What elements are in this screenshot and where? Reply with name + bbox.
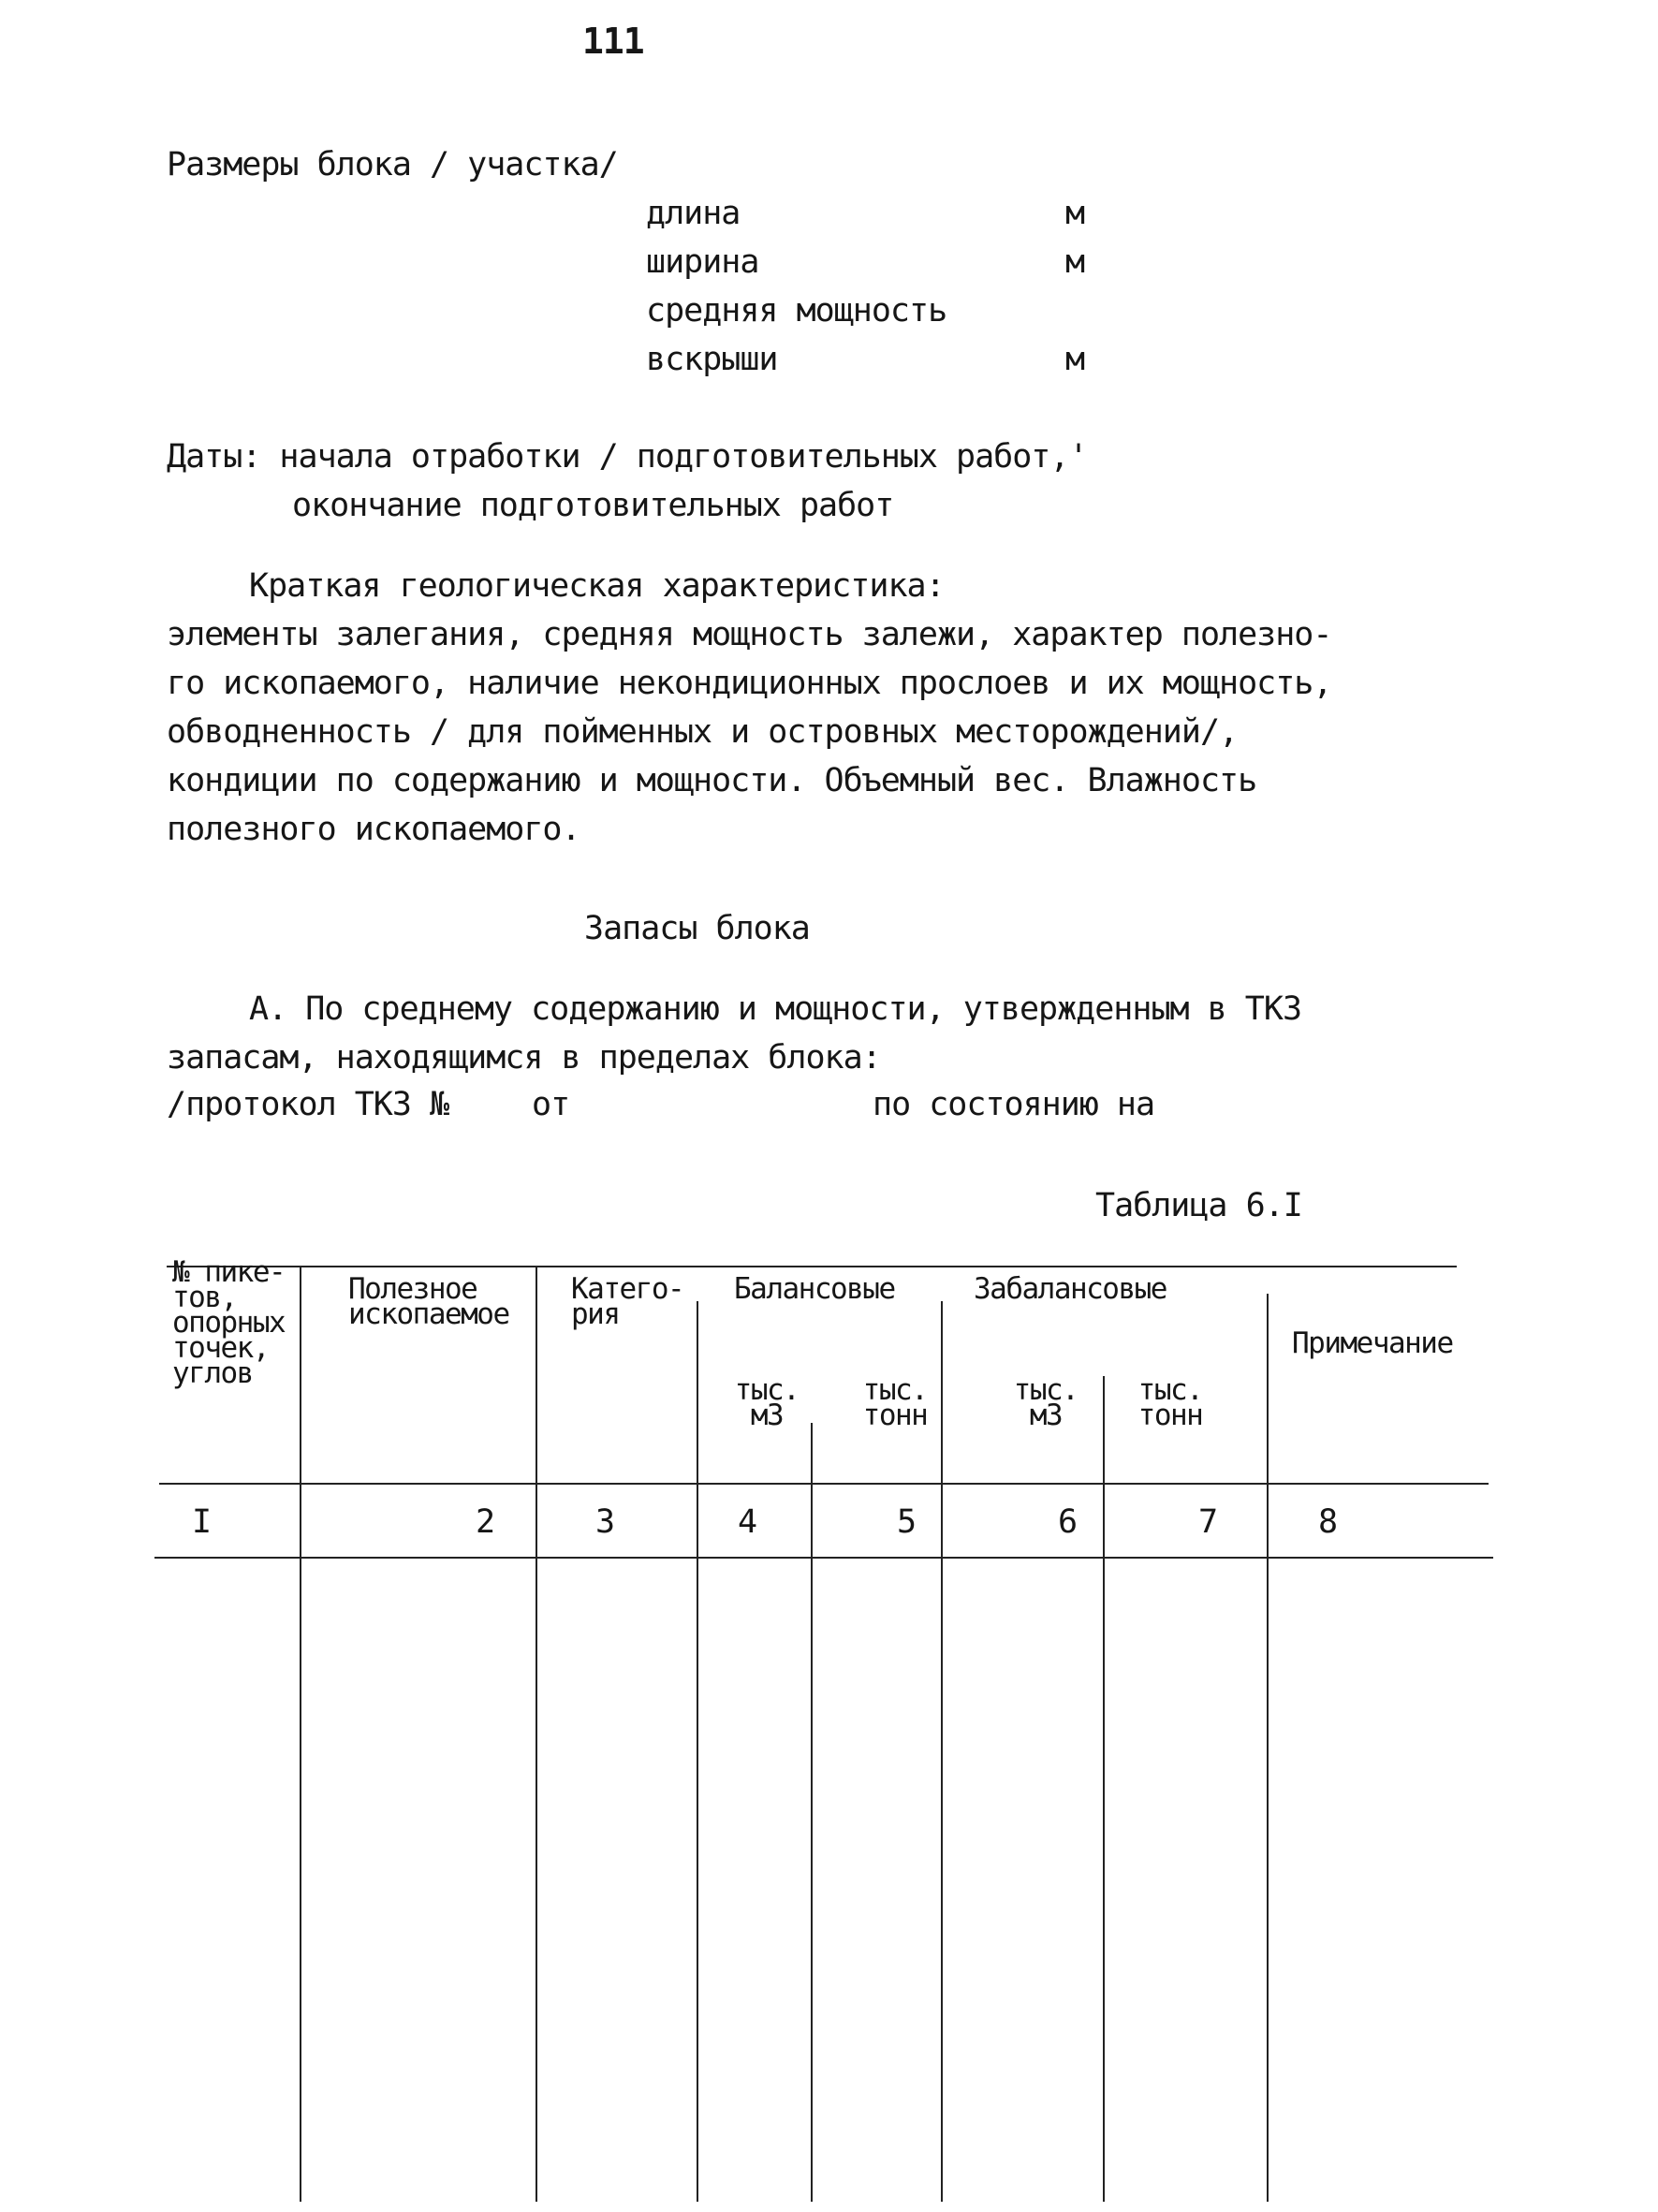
col3-header-line: рия — [571, 1297, 620, 1331]
block-dimensions-heading: Размеры блока / участка/ — [167, 146, 618, 183]
geology-line: го ископаемого, наличие некондиционных прослоев и их мощность, — [167, 665, 1332, 702]
geology-line: Краткая геологическая характеристика: — [249, 567, 945, 605]
col1-header-line: углов — [172, 1356, 253, 1390]
col1-header-line: № пике- — [172, 1255, 286, 1289]
width-unit: м — [1065, 243, 1085, 281]
offbalance-header: Забалансовые — [974, 1272, 1166, 1306]
reserves-line: запасам, находящимся в пределах блока: — [167, 1039, 881, 1077]
subheader-bottom: м3 — [750, 1399, 784, 1432]
column-divider — [697, 1301, 698, 2202]
col3-header — [571, 1272, 684, 1331]
column-divider — [941, 1301, 943, 2202]
offbalance-tonnes-subheader — [1133, 1373, 1208, 1432]
column-divider — [1103, 1376, 1105, 2202]
col2-header-line: Полезное — [348, 1272, 477, 1306]
column-number: 8 — [1318, 1503, 1339, 1541]
col2-header — [348, 1272, 509, 1331]
balance-m3-subheader — [734, 1373, 800, 1432]
dates-line1: Даты: начала отработки / подготовительных работ,' — [167, 438, 1088, 476]
subheader-bottom: м3 — [1029, 1399, 1063, 1432]
column-divider — [811, 1423, 813, 2202]
subheader-top: тыс. — [734, 1373, 800, 1407]
reserves-heading: Запасы блока — [584, 910, 810, 947]
subheader-bottom: тонн — [862, 1399, 928, 1432]
width-label: ширина — [646, 243, 759, 281]
reserves-line: А. По среднему содержанию и мощности, утвержденным в ТКЗ — [249, 990, 1302, 1028]
column-number: 3 — [595, 1503, 616, 1541]
column-divider — [300, 1266, 301, 2202]
col1-header — [172, 1255, 286, 1390]
geology-line: полезного ископаемого. — [167, 811, 580, 848]
geology-text — [167, 562, 1331, 854]
subheader-bottom: тонн — [1137, 1399, 1203, 1432]
geology-line: кондиции по содержанию и мощности. Объемный вес. Влажность — [167, 762, 1257, 799]
col3-header-line: Катего- — [571, 1272, 684, 1306]
column-number: 5 — [897, 1503, 917, 1541]
offbalance-m3-subheader — [1013, 1373, 1078, 1432]
col1-header-line: тов, — [172, 1281, 237, 1314]
col2-header-line: ископаемое — [348, 1297, 509, 1331]
table-caption: Таблица 6.I — [1095, 1187, 1302, 1224]
column-number: 7 — [1198, 1503, 1219, 1541]
reserves-paragraph — [167, 985, 1301, 1082]
geology-line: элементы залегания, средняя мощность залежи, характер полезно- — [167, 616, 1332, 653]
length-unit: м — [1065, 195, 1085, 232]
geology-line: обводненность / для пойменных и островных месторождений/, — [167, 713, 1239, 751]
col1-header-line: точек, — [172, 1331, 269, 1365]
column-number: 2 — [476, 1503, 496, 1541]
page-number: 111 — [582, 21, 644, 62]
protocol-state: по состоянию на — [873, 1086, 1155, 1123]
thickness-label-line2: вскрыши — [646, 341, 778, 378]
protocol-label: /протокол ТКЗ № — [167, 1086, 449, 1123]
subheader-top: тыс. — [862, 1373, 928, 1407]
thickness-unit: м — [1065, 341, 1085, 378]
table-top-border — [167, 1266, 1457, 1267]
column-divider — [1267, 1294, 1269, 2202]
subheader-top: тыс. — [1013, 1373, 1078, 1407]
subheader-top: тыс. — [1137, 1373, 1203, 1407]
balance-header: Балансовые — [734, 1272, 895, 1306]
dates-line2: окончание подготовительных работ — [292, 487, 894, 524]
thickness-label-line1: средняя мощность — [646, 292, 947, 330]
column-divider — [536, 1266, 537, 2202]
length-label: длина — [646, 195, 741, 232]
table-header-separator — [159, 1483, 1489, 1485]
table-number-row-separator — [154, 1557, 1493, 1559]
col1-header-line: опорных — [172, 1306, 286, 1340]
balance-tonnes-subheader — [858, 1373, 932, 1432]
column-number: I — [192, 1503, 213, 1541]
protocol-from: от — [532, 1086, 570, 1123]
column-number: 6 — [1058, 1503, 1078, 1541]
notes-header: Примечание — [1292, 1326, 1453, 1360]
column-number: 4 — [738, 1503, 758, 1541]
